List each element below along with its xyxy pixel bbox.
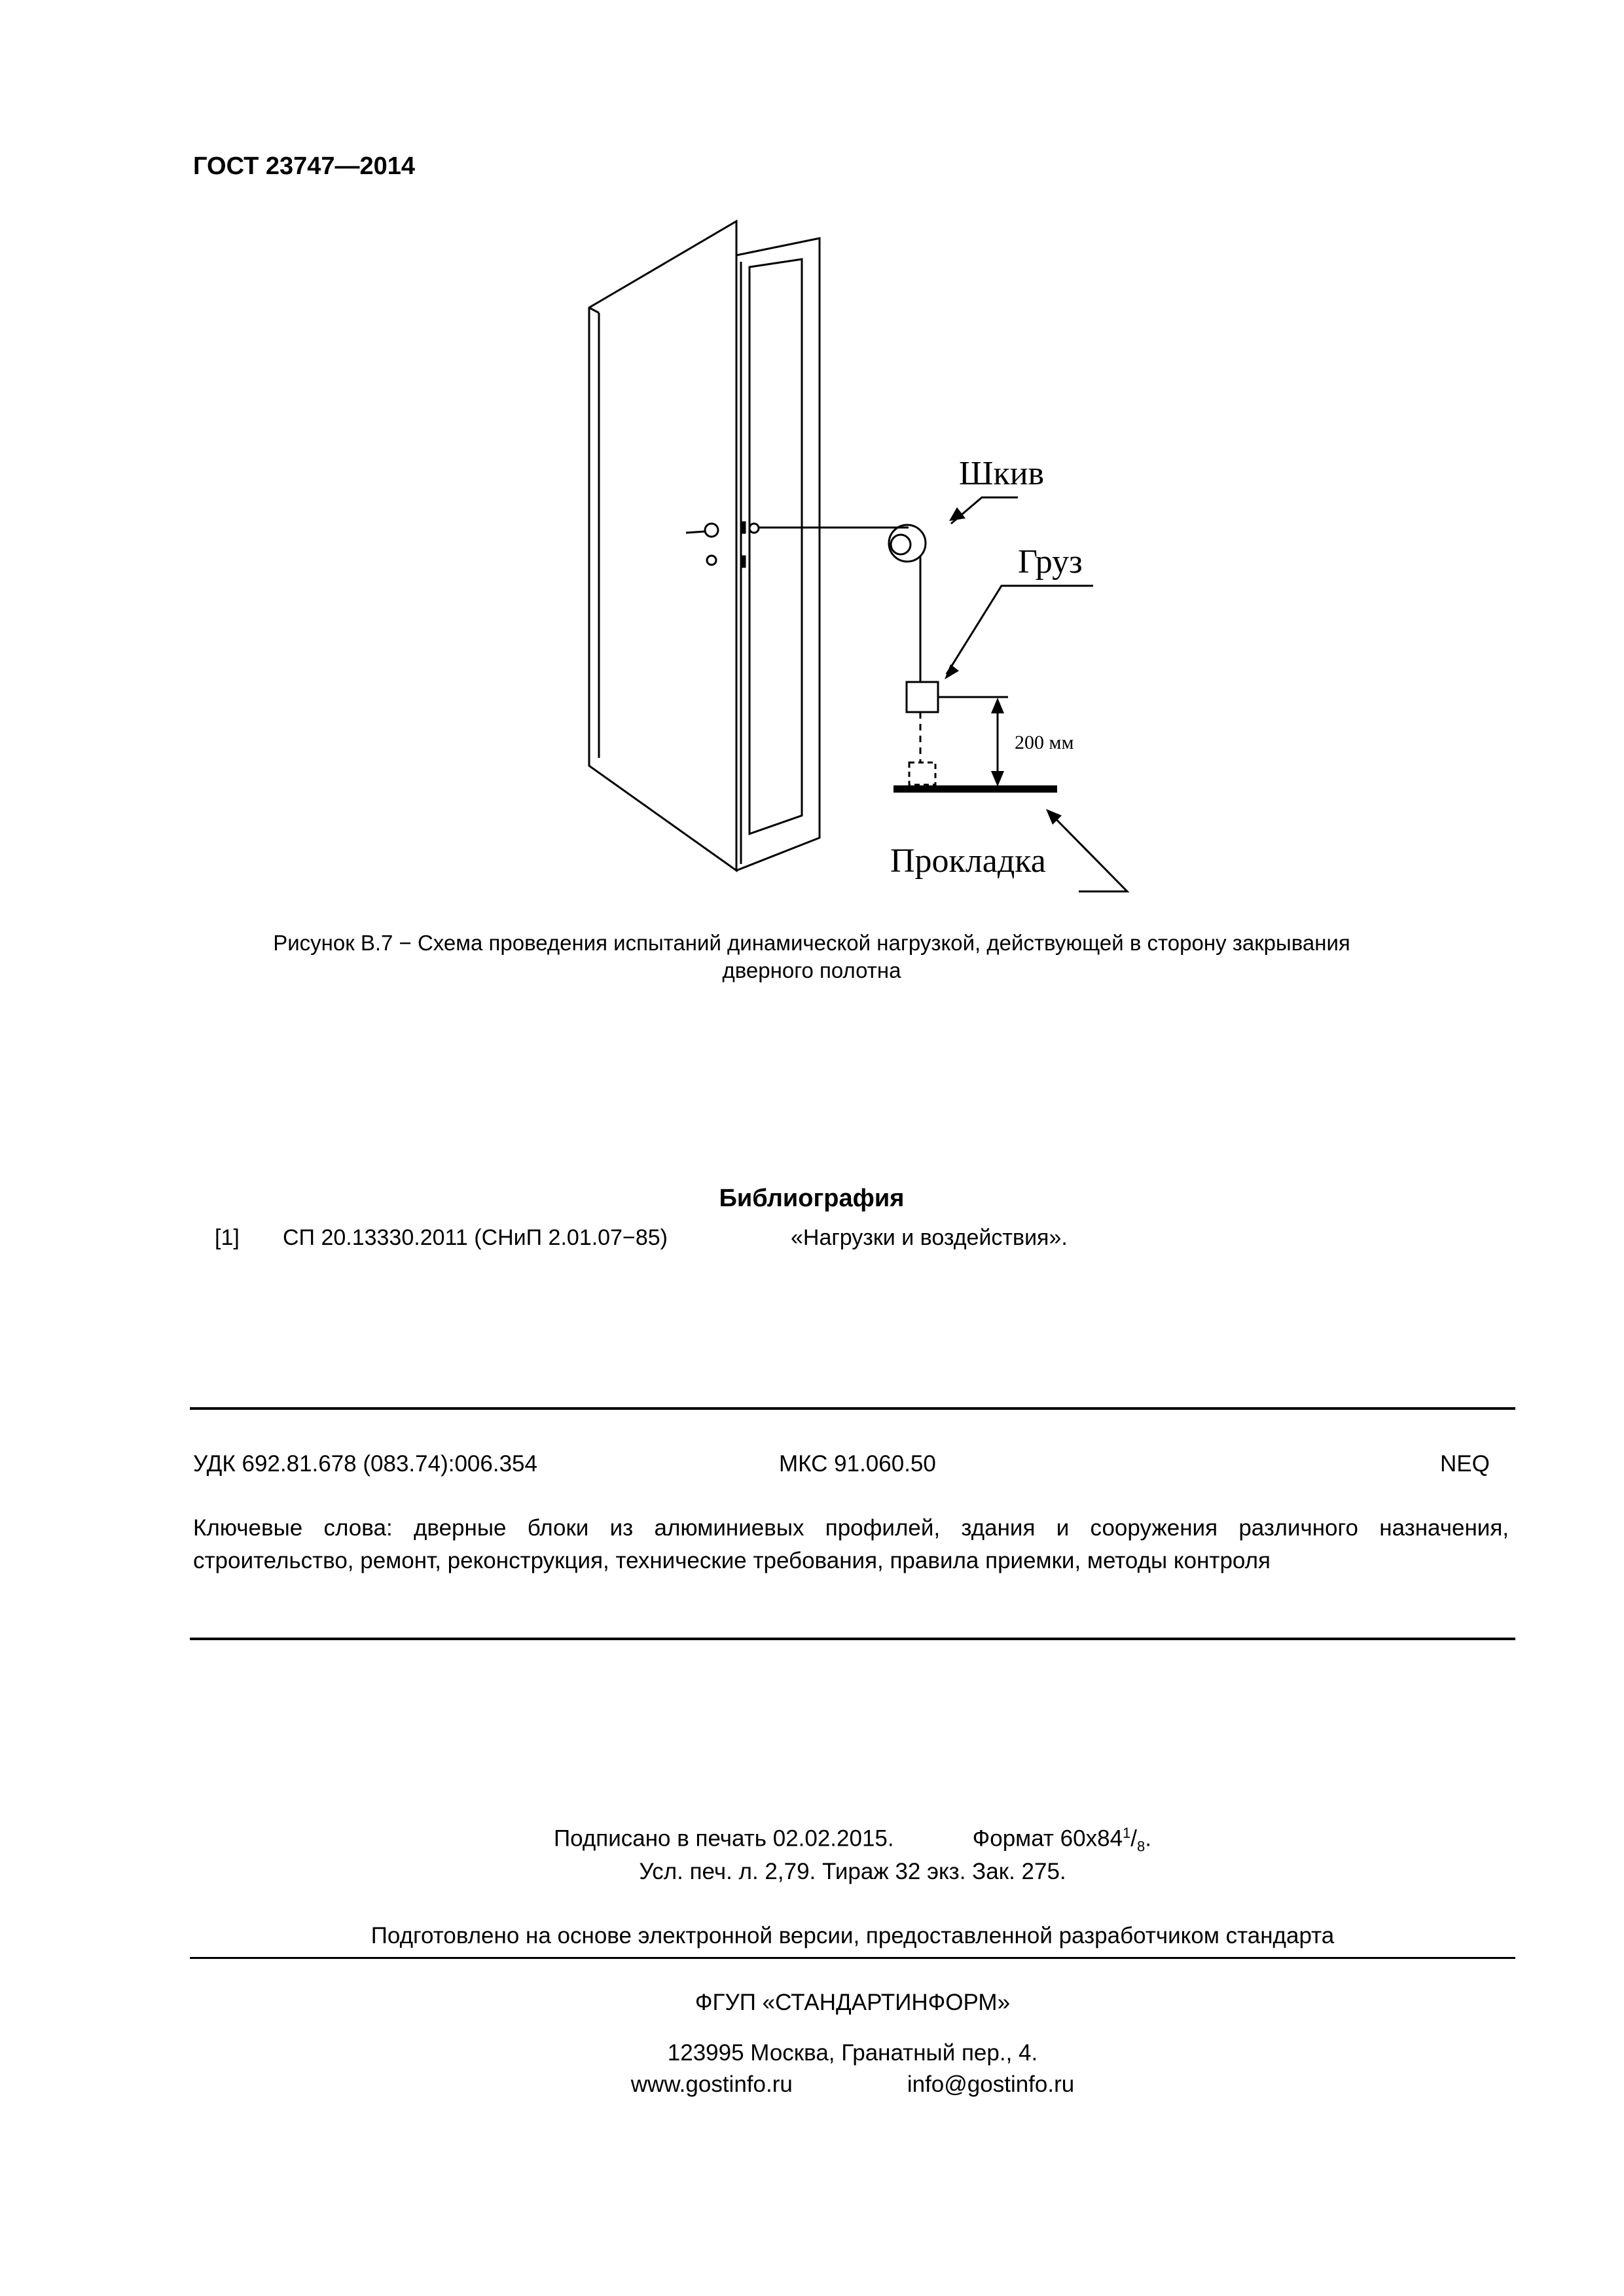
publisher-contacts: [190, 2072, 1515, 2098]
pad-label: Прокладка: [890, 842, 1046, 880]
door-leaf: [589, 221, 736, 870]
format-sub: 8: [1137, 1838, 1146, 1855]
prepared-note: Подготовлено на основе электронной версии, предоставленной разработчиком стандарта: [370, 1923, 1335, 1948]
bibliography-item-number: [1]: [215, 1225, 240, 1250]
bibliography-title: Библиография: [719, 1185, 905, 1212]
pulley: [889, 525, 926, 562]
divider-bottom: [190, 1957, 1515, 1959]
figure-caption-line2: дверного полотна: [722, 958, 901, 982]
figure-caption: [193, 929, 1430, 984]
door-test-diagram: [563, 216, 1152, 910]
email-link[interactable]: info@gostinfo.ru: [907, 2072, 1075, 2097]
publisher-address: 123995 Москва, Гранатный пер., 4.: [667, 2040, 1038, 2066]
dimension-label: 200 мм: [1015, 732, 1074, 753]
format-slash: /: [1130, 1825, 1138, 1852]
divider-middle: [190, 1638, 1515, 1640]
format-prefix: Формат 60x84: [972, 1825, 1123, 1852]
pad: [893, 785, 1057, 793]
standard-header: ГОСТ 23747—2014: [193, 152, 416, 180]
signed-line: [190, 1825, 1515, 1856]
divider-top: [190, 1407, 1515, 1410]
weight-box: [907, 682, 938, 712]
bibliography-item-code: СП 20.13330.2011 (СНиП 2.01.07−85): [283, 1225, 668, 1250]
figure-caption-line1: Рисунок В.7 − Схема проведения испытаний динамической нагрузкой, действующей в сторону закрывания: [273, 931, 1350, 955]
format-end: .: [1145, 1825, 1152, 1852]
weight-label: Груз: [1018, 543, 1083, 581]
udk-code: УДК 692.81.678 (083.74):006.354: [193, 1451, 537, 1477]
neq-label: NEQ: [1440, 1451, 1490, 1477]
mks-code: МКС 91.060.50: [779, 1451, 936, 1477]
pulley-label: Шкив: [959, 455, 1045, 492]
door-handle-icon: [705, 524, 718, 537]
publisher: ФГУП «СТАНДАРТИНФОРМ»: [695, 1990, 1011, 2015]
signed-date: Подписано в печать 02.02.2015.: [553, 1825, 894, 1852]
bibliography-item-title: «Нагрузки и воздействия».: [791, 1225, 1068, 1250]
keywords: Ключевые слова: дверные блоки из алюминиевых профилей, здания и сооружения различного назначения, строительство, ремонт, реконструкция, технические требования, правила приемки, методы контроля: [193, 1515, 1509, 1573]
website-link[interactable]: www.gostinfo.ru: [630, 2072, 793, 2097]
print-info: Усл. печ. л. 2,79. Тираж 32 экз. Зак. 275.: [639, 1859, 1066, 1884]
format-sup: 1: [1123, 1825, 1131, 1841]
